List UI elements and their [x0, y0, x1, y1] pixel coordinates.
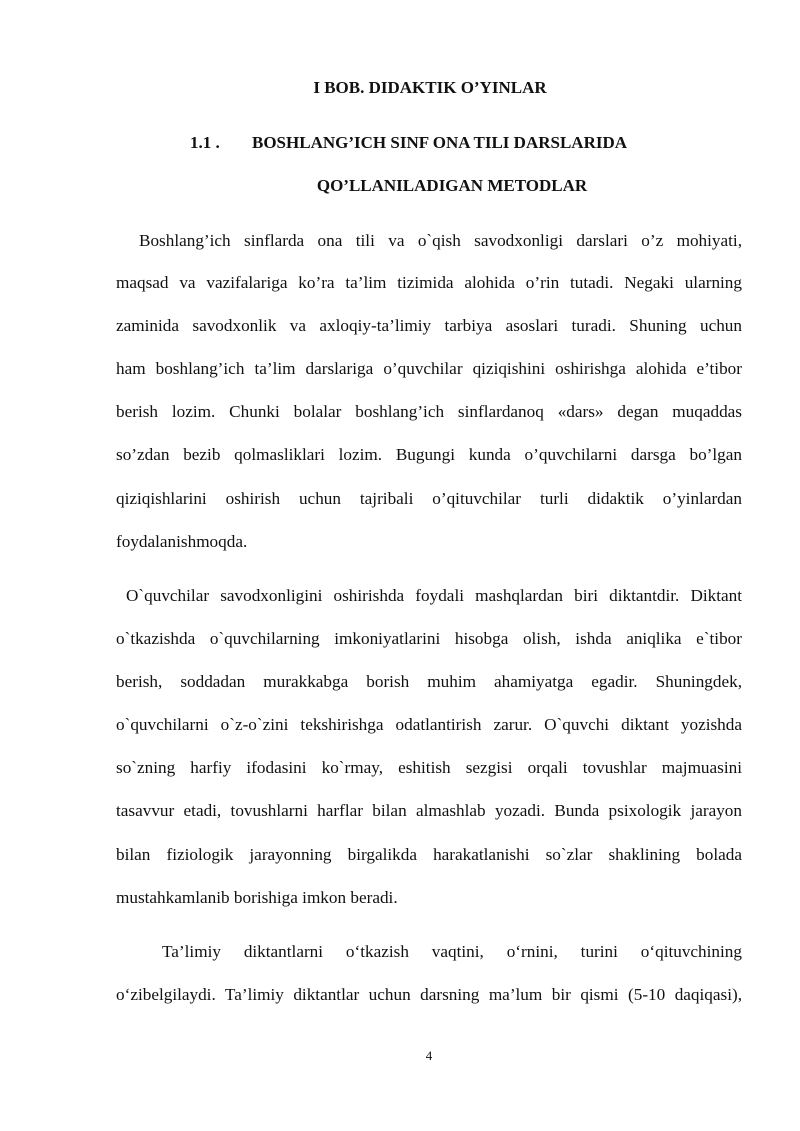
section-title-line-2: QO’LLANILADIGAN METODLAR — [316, 176, 588, 195]
page-number: 4 — [425, 1048, 433, 1063]
paragraph-1-line-1: Boshlang’ich sinflarda ona tili va o`qish savodxonligi darslari o’z mohiyati, — [139, 231, 742, 250]
paragraph-2-line-1: O`quvchilar savodxonligini oshirishda foydali mashqlardan biri diktantdir. Diktant — [126, 586, 742, 605]
paragraph-1-line-3: zaminida savodxonlik va axloqiy-ta’limiy tarbiya asoslari turadi. Shuning uchun — [116, 316, 742, 335]
paragraph-1-line-8: foydalanishmoqda. — [116, 532, 248, 551]
paragraph-2-line-6: tasavvur etadi, tovushlarni harflar bilan almashlab yozadi. Bunda psixologik jarayon — [116, 801, 742, 820]
section-title-line-1: BOSHLANG’ICH SINF ONA TILI DARSLARIDA — [252, 133, 628, 152]
paragraph-2-line-2: o`tkazishda o`quvchilarning imkoniyatlarini hisobga olish, ishda aniqlika e`tibor — [116, 629, 742, 648]
paragraph-1-line-6: so’zdan bezib qolmasliklari lozim. Bugungi kunda o’quvchilarni darsga bo’lgan — [116, 445, 742, 464]
paragraph-1-line-2: maqsad va vazifalariga ko’ra ta’lim tizimida alohida o’rin tutadi. Negaki ularning — [116, 273, 742, 292]
paragraph-2-line-4: o`quvchilarni o`z-o`zini tekshirishga odatlantirish zarur. O`quvchi diktant yozishda — [116, 715, 742, 734]
paragraph-1-line-4: ham boshlang’ich ta’lim darslariga o’quvchilar qiziqishini oshirishga alohida e’tibor — [116, 359, 742, 378]
paragraph-2-line-8: mustahkamlanib borishiga imkon beradi. — [116, 888, 398, 907]
paragraph-2-line-7: bilan fiziologik jarayonning birgalikda harakatlanishi so`zlar shaklining bolada — [116, 845, 742, 864]
paragraph-3-line-1: Ta’limiy diktantlarni o‘tkazish vaqtini, o‘rnini, turini o‘qituvchining — [162, 942, 742, 961]
section-heading — [190, 131, 627, 155]
chapter-title: I BOB. DIDAKTIK O’YINLAR — [313, 78, 547, 97]
paragraph-1-line-7: qiziqishlarini oshirish uchun tajribali o’qituvchilar turli didaktik o’yinlardan — [116, 489, 742, 508]
paragraph-3-line-2: o‘zibelgilaydi. Ta’limiy diktantlar uchun darsning ma’lum bir qismi (5-10 daqiqasi), — [116, 985, 742, 1004]
paragraph-1-line-5: berish lozim. Chunki bolalar boshlang’ich sinflardanoq «dars» degan muqaddas — [116, 402, 742, 421]
paragraph-2-line-5: so`zning harfiy ifodasini ko`rmay, eshitish sezgisi orqali tovushlar majmuasini — [116, 758, 742, 777]
section-number: 1.1 . — [190, 133, 220, 152]
paragraph-2-line-3: berish, soddadan murakkabga borish muhim ahamiyatga egadir. Shuningdek, — [116, 672, 742, 691]
